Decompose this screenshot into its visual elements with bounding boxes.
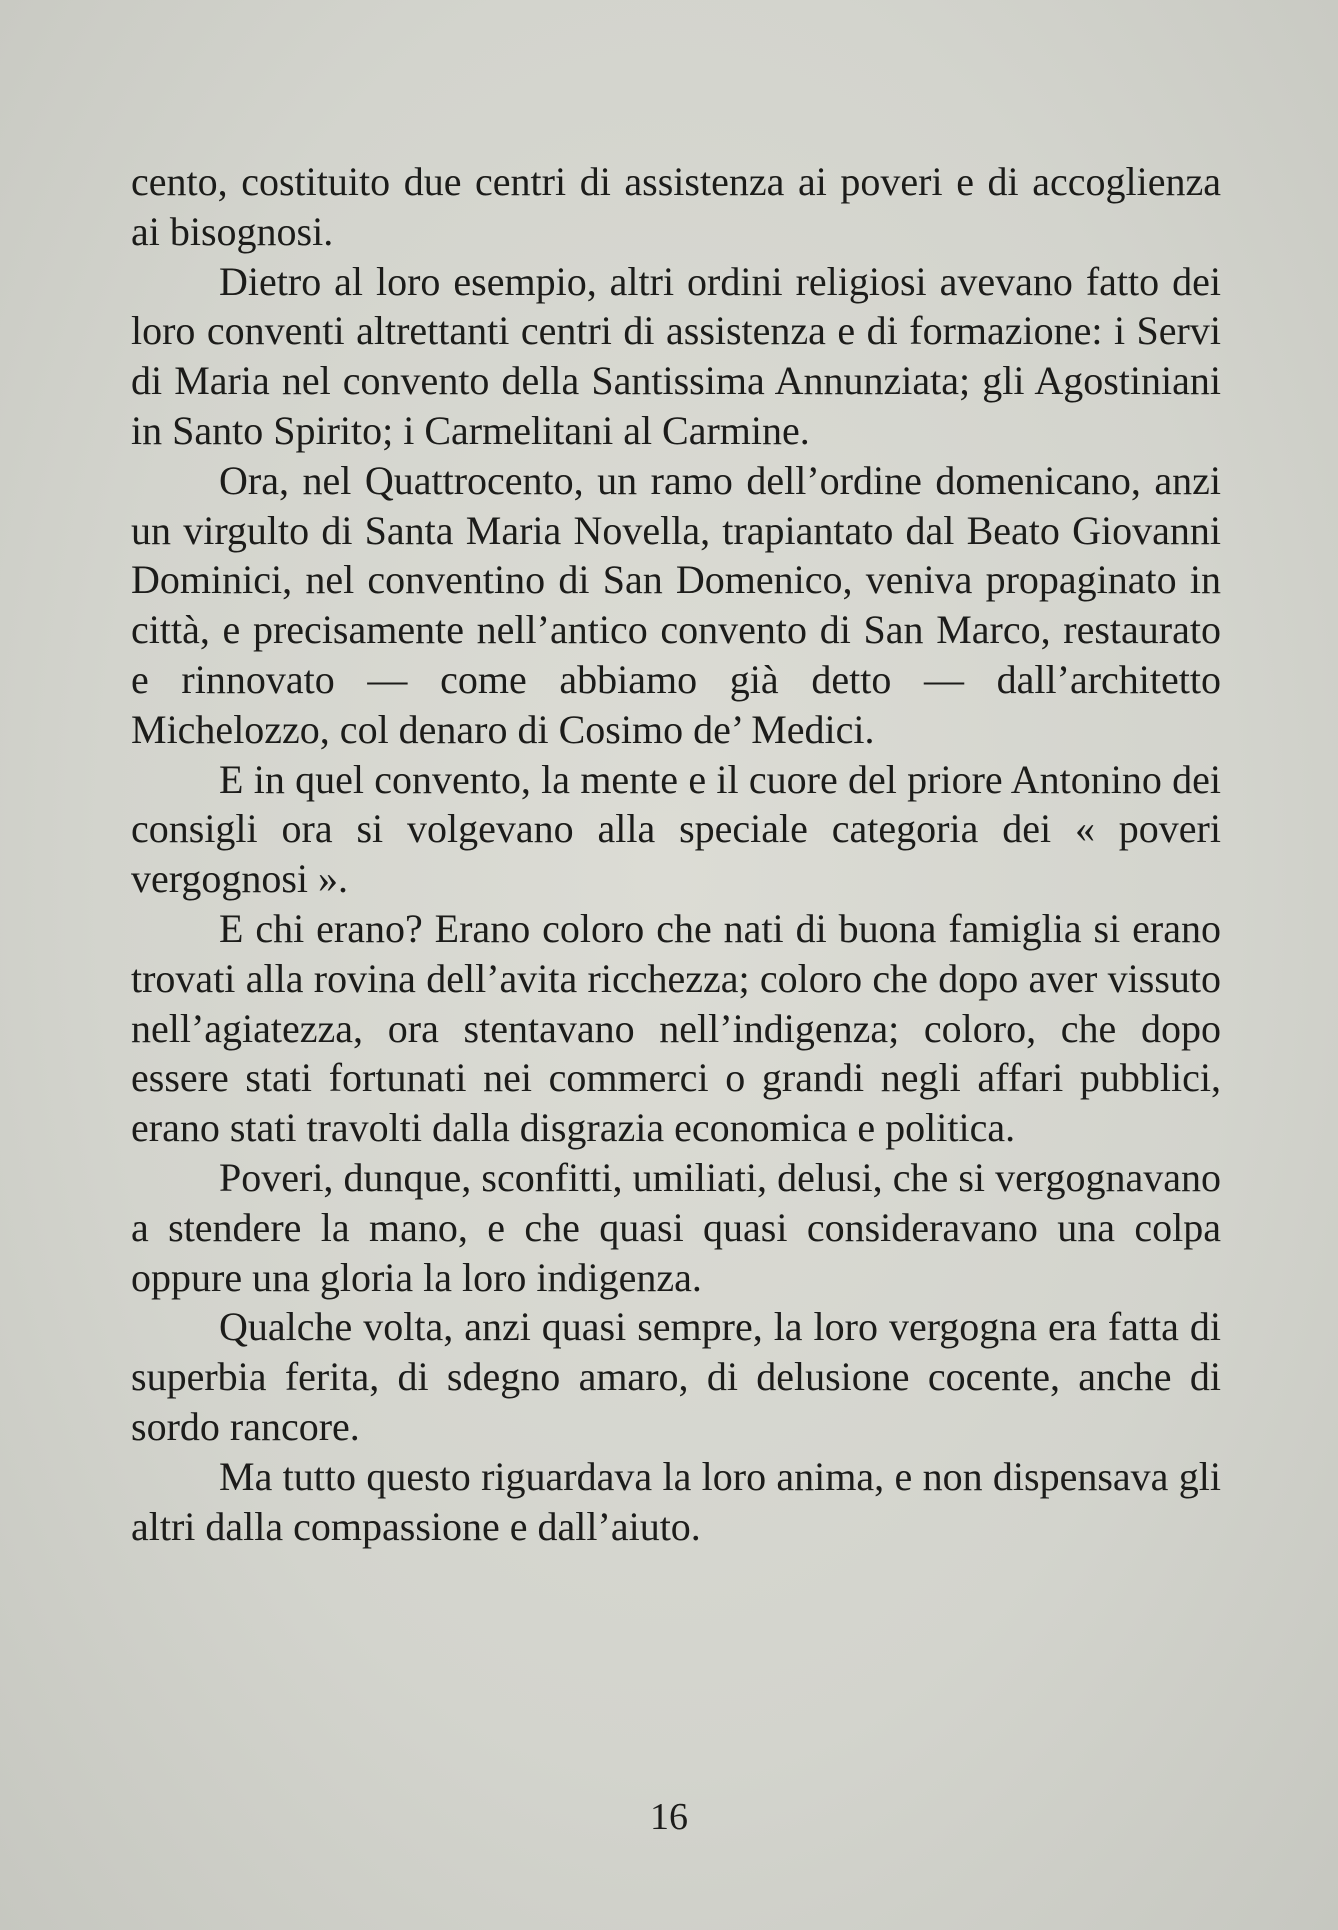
paragraph-4: E in quel convento, la mente e il cuore del priore Antonino dei consigli ora si volgevano alla speciale categoria dei « poveri vergognosi ». xyxy=(131,756,1221,902)
paragraph-2: Dietro al loro esempio, altri ordini religiosi avevano fatto dei loro conventi altrettanti centri di assistenza e di formazione: i Servi di Maria nel convento della Santissima Annunziata; gli Agostiniani in Santo Spirito; i Carmelitani al Carmine. xyxy=(131,258,1221,453)
page-number: 16 xyxy=(650,1796,688,1838)
paragraph-8: Ma tutto questo riguardava la loro anima, e non dispensava gli altri dalla compassione e dall’aiuto. xyxy=(131,1453,1221,1549)
paragraph-3: Ora, nel Quattrocento, un ramo dell’ordine domenicano, anzi un virgulto di Santa Maria Novella, trapiantato dal Beato Giovanni Dominici, nel conventino di San Domenico, veniva propaginato in città, e precisamente nell’antico convento di San Marco, restaurato e rinnovato — come abbiamo già detto — dall’architetto Michelozzo, col denaro di Cosimo de’ Medici. xyxy=(131,457,1221,752)
paragraph-1: cento, costituito due centri di assistenza ai poveri e di accoglienza ai bisognosi. xyxy=(131,159,1221,254)
paragraph-7: Qualche volta, anzi quasi sempre, la loro vergogna era fatta di superbia ferita, di sdegno amaro, di delusione cocente, anche di sordo rancore. xyxy=(131,1304,1221,1449)
paragraph-6: Poveri, dunque, sconfitti, umiliati, delusi, che si vergognavano a stendere la mano, e che quasi quasi consideravano una colpa oppure una gloria la loro indigenza. xyxy=(131,1154,1221,1300)
body-text xyxy=(131,157,1221,1551)
paragraph-5: E chi erano? Erano coloro che nati di buona famiglia si erano trovati alla rovina dell’avita ricchezza; coloro che dopo aver vissuto nell’agiatezza, ora stentavano nell’indigenza; coloro, che dopo essere stati fortunati nei commerci o grandi negli affari pubblici, erano stati travolti dalla disgrazia economica e politica. xyxy=(131,905,1221,1151)
